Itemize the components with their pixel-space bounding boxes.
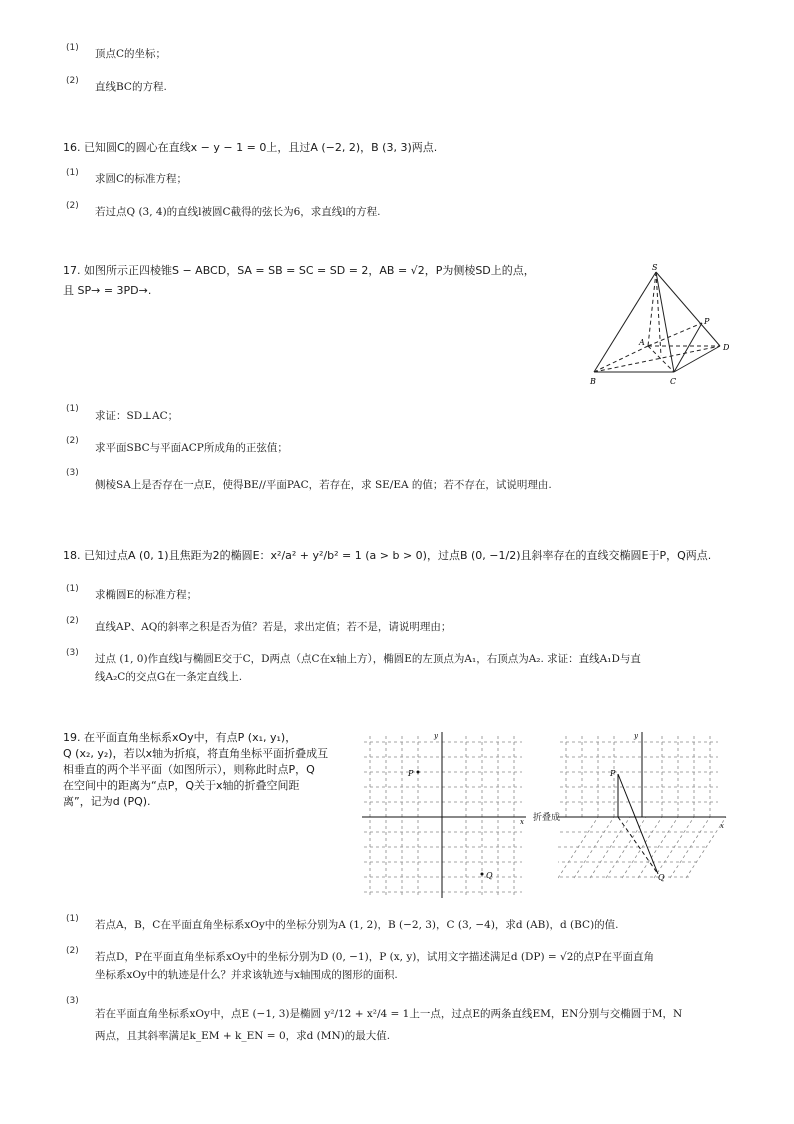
q19-sub3-line1: 若在平面直角坐标系xOy中，点E (−1, 3)是椭圆 y²/12 + x²/4 = 1上一点，过点E的两条直线EM，EN分别与交椭圆于M，N bbox=[95, 1008, 683, 1020]
q17-sub3-text: 侧棱SA上是否存在一点E，使得BE//平面PAC，若存在，求 SE/EA 的值；若不存在，试说明理由. bbox=[95, 479, 552, 491]
label-A: A bbox=[639, 338, 645, 347]
folded-plane-figure bbox=[558, 728, 730, 900]
q15-sub1-text: 顶点C的坐标； bbox=[95, 48, 167, 60]
q15-sub1-number: (1) bbox=[66, 43, 79, 53]
q18-sub2-text: 直线AP、AQ的斜率之积是否为值？若是，求出定值；若不是，请说明理由； bbox=[95, 621, 452, 633]
q19-sub2-line2: 坐标系xOy中的轨迹是什么？并求该轨迹与x轴围成的图形的面积. bbox=[95, 969, 398, 981]
q16-sub2-text: 若过点Q (3, 4)的直线l被圆C截得的弦长为6，求直线l的方程. bbox=[95, 206, 381, 218]
q17-sub1-text: 求证：SD⊥AC； bbox=[95, 410, 179, 422]
point-Q-label: Q bbox=[486, 871, 493, 880]
q19-title-line: 19. 在平面直角坐标系xOy中，有点P (x₁, y₁)， bbox=[63, 731, 297, 744]
q19-sub3-line2: 两点，且其斜率满足k_EM + k_EN = 0，求d (MN)的最大值. bbox=[95, 1030, 391, 1042]
label-C: C bbox=[670, 377, 677, 386]
q19-sub1-text: 若点A，B，C在平面直角坐标系xOy中的坐标分别为A (1, 2)，B (−2, 3)，C (3, −4)，求d (AB)，d (BC)的值. bbox=[95, 919, 619, 931]
label-D: D bbox=[723, 343, 730, 352]
fold-axis-x-label: x bbox=[720, 822, 724, 830]
q19-title-block bbox=[63, 730, 363, 810]
q15-sub2-text: 直线BC的方程. bbox=[95, 81, 167, 93]
q19-sub3-number: (3) bbox=[66, 996, 79, 1006]
fold-axis-y-label: y bbox=[634, 732, 638, 740]
q18-title: 18. 已知过点A (0, 1)且焦距为2的椭圆E：x²/a² + y²/b² = 1 (a > b > 0)，过点B (0, −1/2)且斜率存在的直线交椭圆E于P，Q两点. bbox=[63, 549, 712, 562]
q16-sub1-text: 求圆C的标准方程； bbox=[95, 173, 188, 185]
label-P: P bbox=[704, 317, 710, 326]
q19-sub1-number: (1) bbox=[66, 914, 79, 924]
q18-sub3-line2: 线A₂C的交点G在一条定直线上. bbox=[95, 671, 243, 683]
q16-sub2-number: (2) bbox=[66, 201, 79, 211]
q19-title-line: 离”，记为d (PQ). bbox=[63, 795, 151, 808]
label-B: B bbox=[590, 377, 596, 386]
point-P-label: P bbox=[408, 769, 414, 778]
q19-title-line: 相垂直的两个半平面（如图所示），则称此时点P，Q bbox=[63, 763, 315, 776]
axis-x-label: x bbox=[520, 818, 524, 826]
q17-title-line1: 17. 如图所示正四棱锥S − ABCD，SA = SB = SC = SD = 2，AB = √2，P为侧棱SD上的点， bbox=[63, 264, 535, 277]
fold-label: 折叠成 bbox=[533, 813, 561, 823]
q19-title-line: Q (x₂, y₂)，若以x轴为折痕，将直角坐标平面折叠成互 bbox=[63, 747, 329, 760]
q18-sub3-number: (3) bbox=[66, 648, 79, 658]
q17-title-line2: 且 SP→ = 3PD→. bbox=[63, 284, 152, 297]
q18-sub2-number: (2) bbox=[66, 616, 79, 626]
q18-sub1-number: (1) bbox=[66, 584, 79, 594]
q17-sub1-number: (1) bbox=[66, 404, 79, 414]
q16-sub1-number: (1) bbox=[66, 168, 79, 178]
q16-title: 16. 已知圆C的圆心在直线x − y − 1 = 0上，且过A (−2, 2)，B (3, 3)两点. bbox=[63, 141, 438, 154]
fold-point-Q-label: Q bbox=[658, 873, 665, 882]
q19-sub2-line1: 若点D，P在平面直角坐标系xOy中的坐标分别为D (0, −1)，P (x, y)，试用文字描述满足d (DP) = √2的点P在平面直角 bbox=[95, 951, 654, 963]
axis-y-label: y bbox=[434, 732, 438, 740]
pyramid-figure bbox=[588, 262, 738, 388]
q17-sub2-number: (2) bbox=[66, 436, 79, 446]
q17-sub3-number: (3) bbox=[66, 468, 79, 478]
q18-sub1-text: 求椭圆E的标准方程； bbox=[95, 589, 198, 601]
q19-sub2-number: (2) bbox=[66, 946, 79, 956]
q15-sub2-number: (2) bbox=[66, 76, 79, 86]
q17-sub2-text: 求平面SBC与平面ACP所成角的正弦值； bbox=[95, 442, 288, 454]
label-S: S bbox=[652, 263, 658, 272]
q18-sub3-line1: 过点 (1, 0)作直线l与椭圆E交于C，D两点（点C在x轴上方），椭圆E的左顶点为A₁，右顶点为A₂. 求证：直线A₁D与直 bbox=[95, 653, 641, 665]
q19-title-line: 在空间中的距离为“点P，Q关于x轴的折叠空间距 bbox=[63, 779, 300, 792]
coordinate-grid-figure bbox=[362, 728, 530, 900]
fold-point-P-label: P bbox=[610, 769, 616, 778]
